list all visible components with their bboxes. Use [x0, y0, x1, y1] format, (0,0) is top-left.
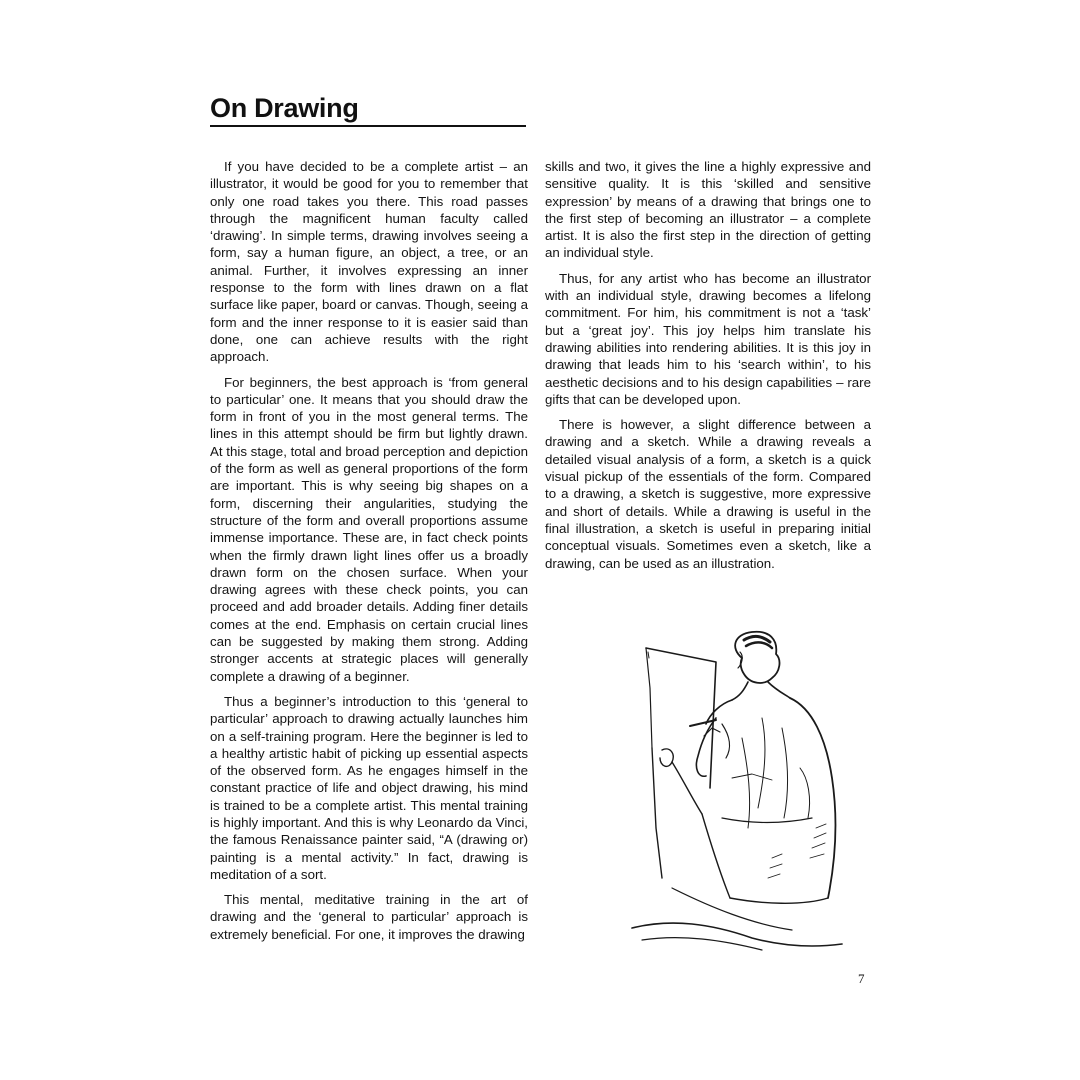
page-title: On Drawing [210, 93, 359, 123]
paragraph: There is however, a slight difference between a drawing and a sketch. While a drawing reveals a detailed visual analysis of a form, a sketch is a quick visual pickup of the essentials of the form. Compared to a drawing, a sketch is suggestive, more expressive and short of details. While a drawing is useful in the final illustration, a sketch is useful in preparing initial conceptual visuals. Sometimes even a sketch, like a drawing, can be used as an illustration. [545, 417, 871, 571]
paragraph: skills and two, it gives the line a highly expressive and sensitive quality. It is this ‘skilled and sensitive expression’ by means of a drawing that brings one to the first step of becoming an illustrator – a complete artist. It is also the first step in the direction of getting an individual style. [545, 159, 871, 261]
page-number: 7 [858, 971, 865, 986]
title-underline [210, 125, 526, 127]
left-column [210, 158, 528, 951]
paragraph: Thus, for any artist who has become an illustrator with an individual style, drawing becomes a lifelong commitment. For him, his commitment is not a ‘task’ but a ‘great joy’. This joy helps him translate his drawing abilities into rendering abilities. It is this joy in drawing that leads him to his ‘search within’, to his aesthetic decisions and to his design capabilities – rare gifts that can be developed upon. [545, 270, 871, 407]
paragraph: Thus a beginner’s introduction to this ‘general to particular’ approach to drawing actually launches him on a self-training program. Here the beginner is led to a healthy artistic habit of picking up essential aspects of the observed form. As he engages himself in the constant practice of life and object drawing, his mind is trained to be a complete artist. This mental training is highly important. And this is why Leonardo da Vinci, the famous Renaissance painter said, “A (drawing or) painting is a mental activity.” In fact, drawing is meditation of a sort. [210, 693, 528, 882]
right-column [545, 158, 871, 580]
artist-sketch-illustration [612, 628, 872, 960]
paragraph: For beginners, the best approach is ‘from general to particular’ one. It means that you should draw the form in front of you in the most general terms. The lines in this attempt should be firm but lightly drawn. At this stage, total and broad perception and depiction of the form as well as general proportions of the form are important. This is why seeing big shapes on a form, discerning their angularities, studying the structure of the form and overall proportions assume immense importance. These are, in fact check points when the firmly drawn light lines offer us a broadly drawn form on the chosen surface. When your drawing agrees with these check points, you can proceed and add broader details. Adding finer details comes at the end. Emphasis on certain crucial lines can be suggested by making them strong. Adding stronger accents at strategic places will generally complete a drawing of a beginner. [210, 374, 528, 684]
paragraph: If you have decided to be a complete artist – an illustrator, it would be good for you to remember that only one road takes you there. This road passes through the magnificent human faculty called ‘drawing’. In simple terms, drawing involves seeing a form, say a human figure, an object, a tree, or an animal. Further, it involves expressing an inner response to the form with lines drawn on a flat surface like paper, board or canvas. Though, seeing a form and the inner response to it is easier said than done, one can achieve results with the right approach. [210, 159, 528, 365]
paragraph: This mental, meditative training in the art of drawing and the ‘general to particular’ approach is extremely beneficial. For one, it improves the drawing [210, 892, 528, 942]
